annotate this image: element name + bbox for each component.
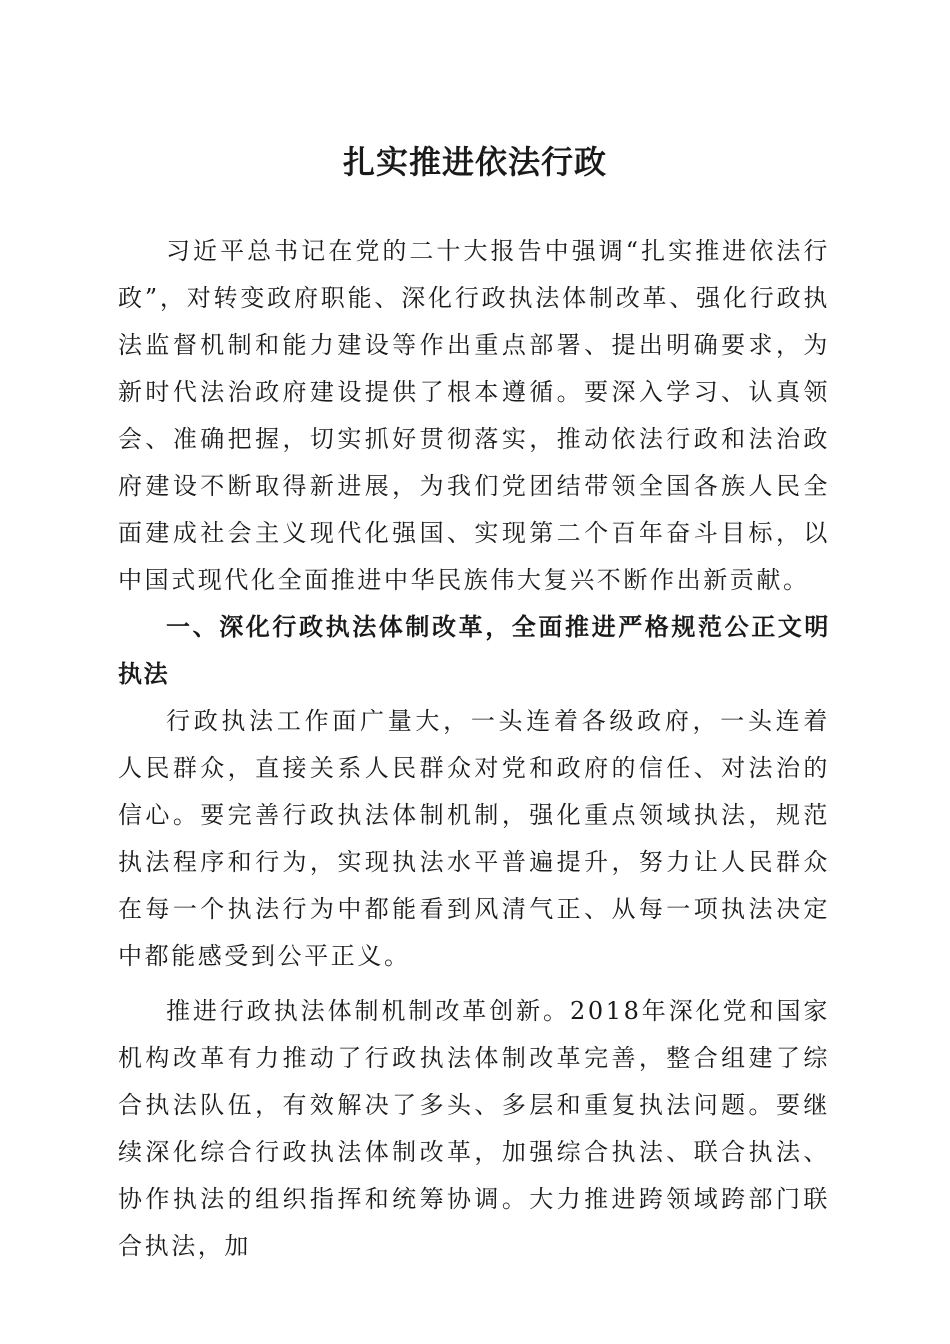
document-title: 扎实推进依法行政 [342,143,607,181]
body-paragraph: 行政执法工作面广量大，一头连着各级政府，一头连着人民群众，直接关系人民群众对党和政府的信任、对法治的信心。要完善行政执法体制机制，强化重点领域执法，规范执法程序和行为，实现执法水平普遍提升，努力让人民群众在每一个执法行为中都能看到风清气正、从每一项执法决定中都能感受到公平正义。 [118,707,830,970]
body-paragraph: 推进行政执法体制机制改革创新。2018年深化党和国家机构改革有力推动了行政执法体制改革完善，整合组建了综合执法队伍，有效解决了多头、多层和重复执法问题。要继续深化综合行政执法体制改革，加强综合执法、联合执法、协作执法的组织指挥和统筹协调。大力推进跨领域跨部门联合执法，加 [118,997,830,1260]
section-heading: 一、深化行政执法体制改革，全面推进严格规范公正文明执法 [118,613,830,688]
document-body [118,228,830,1270]
intro-paragraph: 习近平总书记在党的二十大报告中强调“扎实推进依法行政”，对转变政府职能、深化行政执法体制改革、强化行政执法监督机制和能力建设等作出重点部署、提出明确要求，为新时代法治政府建设提供了根本遵循。要深入学习、认真领会、准确把握，切实抓好贯彻落实，推动依法行政和法治政府建设不断取得新进展，为我们党团结带领全国各族人民全面建成社会主义现代化强国、实现第二个百年奋斗目标，以中国式现代化全面推进中华民族伟大复兴不断作出新贡献。 [118,237,830,594]
paragraph-gap [118,980,830,988]
